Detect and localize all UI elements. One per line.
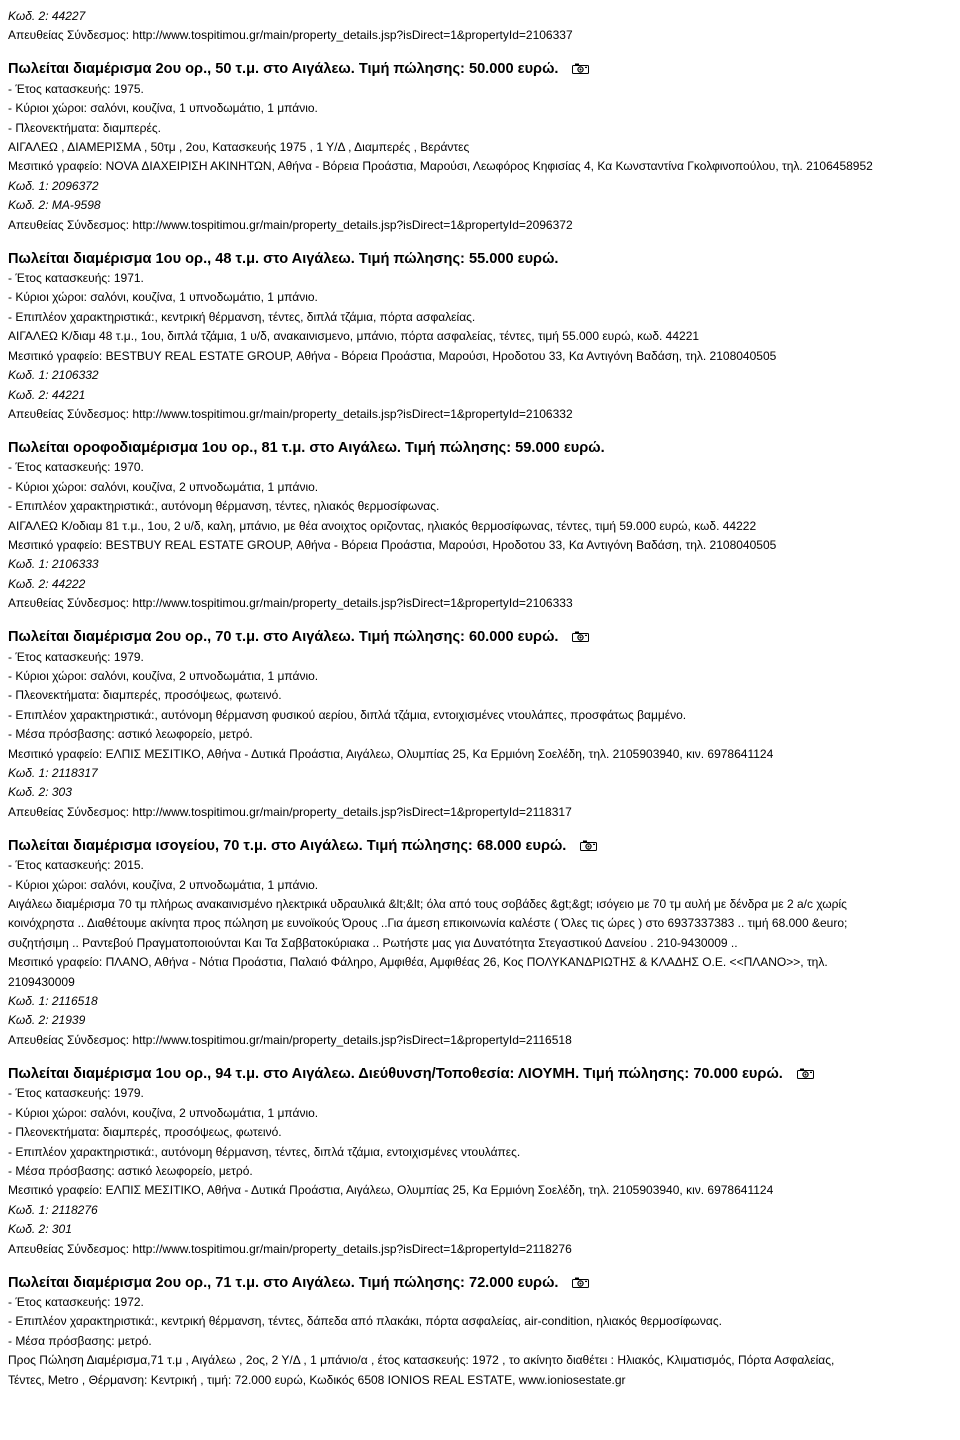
listing-detail-line: - Επιπλέον χαρακτηριστικά:, αυτόνομη θέρμανση, τέντες, διπλά τζάμια, εντοιχισμένες ντουλάπες. [8,1144,521,1159]
camera-icon[interactable] [572,1275,589,1286]
listing-title [8,439,952,458]
listing-title-text: Πωλείται διαμέρισμα 2ου ορ., 70 τ.μ. στο Αιγάλεω. Τιμή πώλησης: 60.000 ευρώ. [8,629,559,646]
listing-title [8,250,952,269]
listing-detail-line: - Κύριοι χώροι: σαλόνι, κουζίνα, 2 υπνοδωμάτια, 1 μπάνιο. [8,877,319,892]
listing-spacer [8,614,952,629]
listing-detail-line: ΑΙΓΑΛΕΩ , ΔΙΑΜΕΡΙΣΜΑ , 50τμ , 2ου, Κατασκευής 1975 , 1 Υ/Δ , Διαμπερές , Βεράντες [8,140,470,155]
listing-detail-line: 2109430009 [8,974,75,989]
listing-detail-line: - Επιπλέον χαρακτηριστικά:, κεντρική θέρμανση, τέντες, δάπεδα από πλακάκι, πόρτα ασφαλείας, air-condition, ηλιακός θερμοσίφωνας. [8,1314,722,1329]
listing-title-text: Πωλείται διαμέρισμα 1ου ορ., 48 τ.μ. στο Αιγάλεω. Τιμή πώλησης: 55.000 ευρώ. [8,250,559,267]
listing-detail-line: Μεσιτικό γραφείο: BESTBUY REAL ESTATE GROUP, Αθήνα - Βόρεια Προάστια, Μαρούσι, Ηροδοτου 33, Κα Αντιγόνη Βαδάση, τηλ. 2108040505 [8,537,777,552]
listing-title [8,837,952,856]
listing-detail-line: - Πλεονεκτήματα: διαμπερές, προσόψεως, φωτεινό. [8,688,282,703]
listing-detail-line: - Έτος κατασκευής: 1971. [8,271,144,286]
listing-title [8,1274,952,1293]
listing-detail-line: Μεσιτικό γραφείο: ΕΛΠΙΣ ΜΕΣΙΤΙΚΟ, Αθήνα - Δυτικά Προάστια, Αιγάλεω, Ολυμπίας 25, Κα Ερμιόνη Σοελέδη, τηλ. 2105903940, κιν. 6978641124 [8,1183,774,1198]
property-code: Κωδ. 1: 2096372 [8,178,99,193]
listing-detail-line: - Κύριοι χώροι: σαλόνι, κουζίνα, 2 υπνοδωμάτια, 1 μπάνιο. [8,668,319,683]
listing-detail-line: ΑΙΓΑΛΕΩ Κ/οδιαμ 81 τ.μ., 1ου, 2 υ/δ, καλη, μπάνιο, με θέα ανοιχτος οριζοντας, ηλιακός θερμοσίφωνας, τέντες, τιμή 59.000 ευρώ, κωδ. 44222 [8,518,757,533]
camera-icon[interactable] [572,629,589,640]
listing-spacer [8,235,952,250]
direct-link[interactable]: Απευθείας Σύνδεσμος: http://www.tospitimou.gr/main/property_details.jsp?isDirect=1&propertyId=2106333 [8,596,573,611]
listing [8,822,952,1050]
listing-detail-line: - Κύριοι χώροι: σαλόνι, κουζίνα, 2 υπνοδωμάτια, 1 μπάνιο. [8,479,319,494]
property-code: Κωδ. 2: 44221 [8,387,86,402]
direct-link[interactable]: Απευθείας Σύνδεσμος: http://www.tospitimou.gr/main/property_details.jsp?isDirect=1&propertyId=2118317 [8,804,572,819]
listing-detail-line: - Μέσα πρόσβασης: αστικό λεωφορείο, μετρό. [8,1163,253,1178]
listing-detail-line: - Μέσα πρόσβασης: αστικό λεωφορείο, μετρό. [8,727,253,742]
direct-link[interactable]: Απευθείας Σύνδεσμος: http://www.tospitimou.gr/main/property_details.jsp?isDirect=1&propertyId=2096372 [8,217,573,232]
listing-detail-line: - Κύριοι χώροι: σαλόνι, κουζίνα, 1 υπνοδωμάτιο, 1 μπάνιο. [8,101,318,116]
listing-detail-line: κοινόχρηστα .. Διαθέτουμε ακίνητα προς πώληση με ευνοϊκούς Όρους ..Για άμεση επικοινωνία καλέστε ( Όλες τις ώρες ) στο 6937337383 .. τιμή 68.000 &euro; [8,916,848,931]
listing-spacer [8,822,952,837]
listing-detail-line: - Έτος κατασκευής: 1972. [8,1294,144,1309]
property-code: Κωδ. 2: 44222 [8,576,86,591]
listing-detail-line: ΑΙΓΑΛΕΩ Κ/διαμ 48 τ.μ., 1ου, διπλά τζάμια, 1 υ/δ, ανακαινισμενο, μπάνιο, πόρτα ασφαλείας, τέντες, τιμή 55.000 ευρώ, κωδ. 44221 [8,329,700,344]
listing-detail-line: Μεσιτικό γραφείο: NOVA ΔΙΑΧΕΙΡΙΣΗ ΑΚΙΝΗΤΩΝ, Αθήνα - Βόρεια Προάστια, Μαρούσι, Λεωφόρος Κηφισίας 4, Κα Κωνσταντίνα Γκολφινοπούλου, τηλ. 2106458952 [8,159,873,174]
listing-title [8,60,952,79]
listing-title [8,1065,952,1084]
direct-link[interactable]: Απευθείας Σύνδεσμος: http://www.tospitimou.gr/main/property_details.jsp?isDirect=1&propertyId=2106332 [8,406,573,421]
listing-spacer [8,46,952,61]
listing-detail-line: - Έτος κατασκευής: 2015. [8,858,144,873]
property-code: Κωδ. 1: 2116518 [8,994,98,1009]
listing [8,46,952,235]
listing-detail-line: Μεσιτικό γραφείο: BESTBUY REAL ESTATE GROUP, Αθήνα - Βόρεια Προάστια, Μαρούσι, Ηροδοτου 33, Κα Αντιγόνη Βαδάση, τηλ. 2108040505 [8,348,777,363]
listing-detail-line: - Επιπλέον χαρακτηριστικά:, αυτόνομη θέρμανση φυσικού αερίου, διπλά τζάμια, εντοιχισμένες ντουλάπες, προσφάτως βαμμένο. [8,707,687,722]
property-code: Κωδ. 2: MA-9598 [8,198,101,213]
camera-icon[interactable] [797,1066,814,1077]
listing-detail-line: - Μέσα πρόσβασης: μετρό. [8,1333,152,1348]
direct-link[interactable]: Απευθείας Σύνδεσμος: http://www.tospitimou.gr/main/property_details.jsp?isDirect=1&propertyId=2116518 [8,1032,572,1047]
listing-detail-line: Τέντες, Metro , Θέρμανση: Κεντρική , τιμή: 72.000 ευρώ, Κωδικός 6508 IONIOS REAL ESTATE, www.ioniosestate.gr [8,1372,626,1387]
listing-title-text: Πωλείται διαμέρισμα 2ου ορ., 71 τ.μ. στο Αιγάλεω. Τιμή πώλησης: 72.000 ευρώ. [8,1274,559,1291]
listing [8,424,952,613]
camera-icon[interactable] [572,61,589,72]
listing [8,1259,952,1390]
listing-detail-line: Μεσιτικό γραφείο: ΕΛΠΙΣ ΜΕΣΙΤΙΚΟ, Αθήνα - Δυτικά Προάστια, Αιγάλεω, Ολυμπίας 25, Κα Ερμιόνη Σοελέδη, τηλ. 2105903940, κιν. 6978641124 [8,746,774,761]
property-code: Κωδ. 1: 2106332 [8,368,99,383]
direct-link[interactable]: Απευθείας Σύνδεσμος: http://www.tospitimou.gr/main/property_details.jsp?isDirect=1&propertyId=2106337 [8,28,573,43]
listing-detail-line: Μεσιτικό γραφείο: ΠΛΑΝΟ, Αθήνα - Νότια Προάστια, Παλαιό Φάληρο, Αμφιθέα, Αμφιθέας 26, Κος ΠΟΛΥΚΑΝΔΡΙΩΤΗΣ & ΚΛΑΔΗΣ Ο.Ε. <<ΠΛΑΝΟ>>, τηλ. [8,955,828,970]
property-code-2: Κωδ. 2: 44227 [8,9,86,23]
property-code: Κωδ. 2: 303 [8,785,72,800]
listing-detail-line: Αιγάλεω διαμέρισμα 70 τμ πλήρως ανακαινισμένο ηλεκτρικά υδραυλικά &lt;&lt; όλα από τους σοβάδες &gt;&gt; ισόγειο με 70 τμ αυλή με δένδρα με 2 a/c χωρίς [8,897,847,912]
listing [8,235,952,424]
listing-title-text: Πωλείται διαμέρισμα ισογείου, 70 τ.μ. στο Αιγάλεω. Τιμή πώλησης: 68.000 ευρώ. [8,837,567,854]
listing-spacer [8,1259,952,1274]
listing-title [8,628,952,647]
property-code: Κωδ. 1: 2106333 [8,557,99,572]
listing-detail-line: - Επιπλέον χαρακτηριστικά:, κεντρική θέρμανση, τέντες, διπλά τζάμια, πόρτα ασφαλείας. [8,309,476,324]
listing-detail-line: - Έτος κατασκευής: 1970. [8,460,144,475]
property-code: Κωδ. 2: 301 [8,1222,72,1237]
listing-title-text: Πωλείται οροφοδιαμέρισμα 1ου ορ., 81 τ.μ. στο Αιγάλεω. Τιμή πώλησης: 59.000 ευρώ. [8,439,605,456]
listing-detail-line: - Έτος κατασκευής: 1975. [8,81,144,96]
direct-link[interactable]: Απευθείας Σύνδεσμος: http://www.tospitimou.gr/main/property_details.jsp?isDirect=1&propertyId=2118276 [8,1241,572,1256]
listing [8,1050,952,1259]
listing-list [8,46,952,1390]
listing-detail-line: - Κύριοι χώροι: σαλόνι, κουζίνα, 2 υπνοδωμάτια, 1 μπάνιο. [8,1105,319,1120]
listing-spacer [8,1050,952,1065]
listing-detail-line: Προς Πώληση Διαμέρισμα,71 τ.μ , Αιγάλεω , 2ος, 2 Υ/Δ , 1 μπάνιο/α , έτος κατασκευής: 1972 , το ακίνητο διαθέτει : Ηλιακός, Κλιματισμός, Πόρτα Ασφαλείας, [8,1353,835,1368]
listing-detail-line: - Κύριοι χώροι: σαλόνι, κουζίνα, 1 υπνοδωμάτιο, 1 μπάνιο. [8,290,318,305]
property-code: Κωδ. 1: 2118317 [8,766,98,780]
listing [8,614,952,823]
listing-detail-line: - Έτος κατασκευής: 1979. [8,649,144,664]
listing-detail-line: - Έτος κατασκευής: 1979. [8,1086,144,1101]
listing-detail-line: - Πλεονεκτήματα: διαμπερές. [8,120,161,135]
listing-detail-line: - Επιπλέον χαρακτηριστικά:, αυτόνομη θέρμανση, τέντες, ηλιακός θερμοσίφωνας. [8,499,440,514]
property-code: Κωδ. 1: 2118276 [8,1202,98,1217]
listing-spacer [8,424,952,439]
listing-title-text: Πωλείται διαμέρισμα 1ου ορ., 94 τ.μ. στο Αιγάλεω. Διεύθυνση/Τοποθεσία: ΛΙΟΥΜΗ. Τιμή πώλησης: 70.000 ευρώ. [8,1065,783,1082]
listing-detail-line: συζητήσιμη .. Ραντεβού Πραγματοποιούνται Και Τα Σαββατοκύριακα .. Ρωτήστε μας για Δυνατότητα Στεγαστικού Δανείου . 210-9430009 .. [8,935,738,950]
listing-detail-line: - Πλεονεκτήματα: διαμπερές, προσόψεως, φωτεινό. [8,1125,282,1140]
listing-title-text: Πωλείται διαμέρισμα 2ου ορ., 50 τ.μ. στο Αιγάλεω. Τιμή πώλησης: 50.000 ευρώ. [8,61,559,78]
camera-icon[interactable] [580,838,597,849]
property-code: Κωδ. 2: 21939 [8,1013,86,1028]
